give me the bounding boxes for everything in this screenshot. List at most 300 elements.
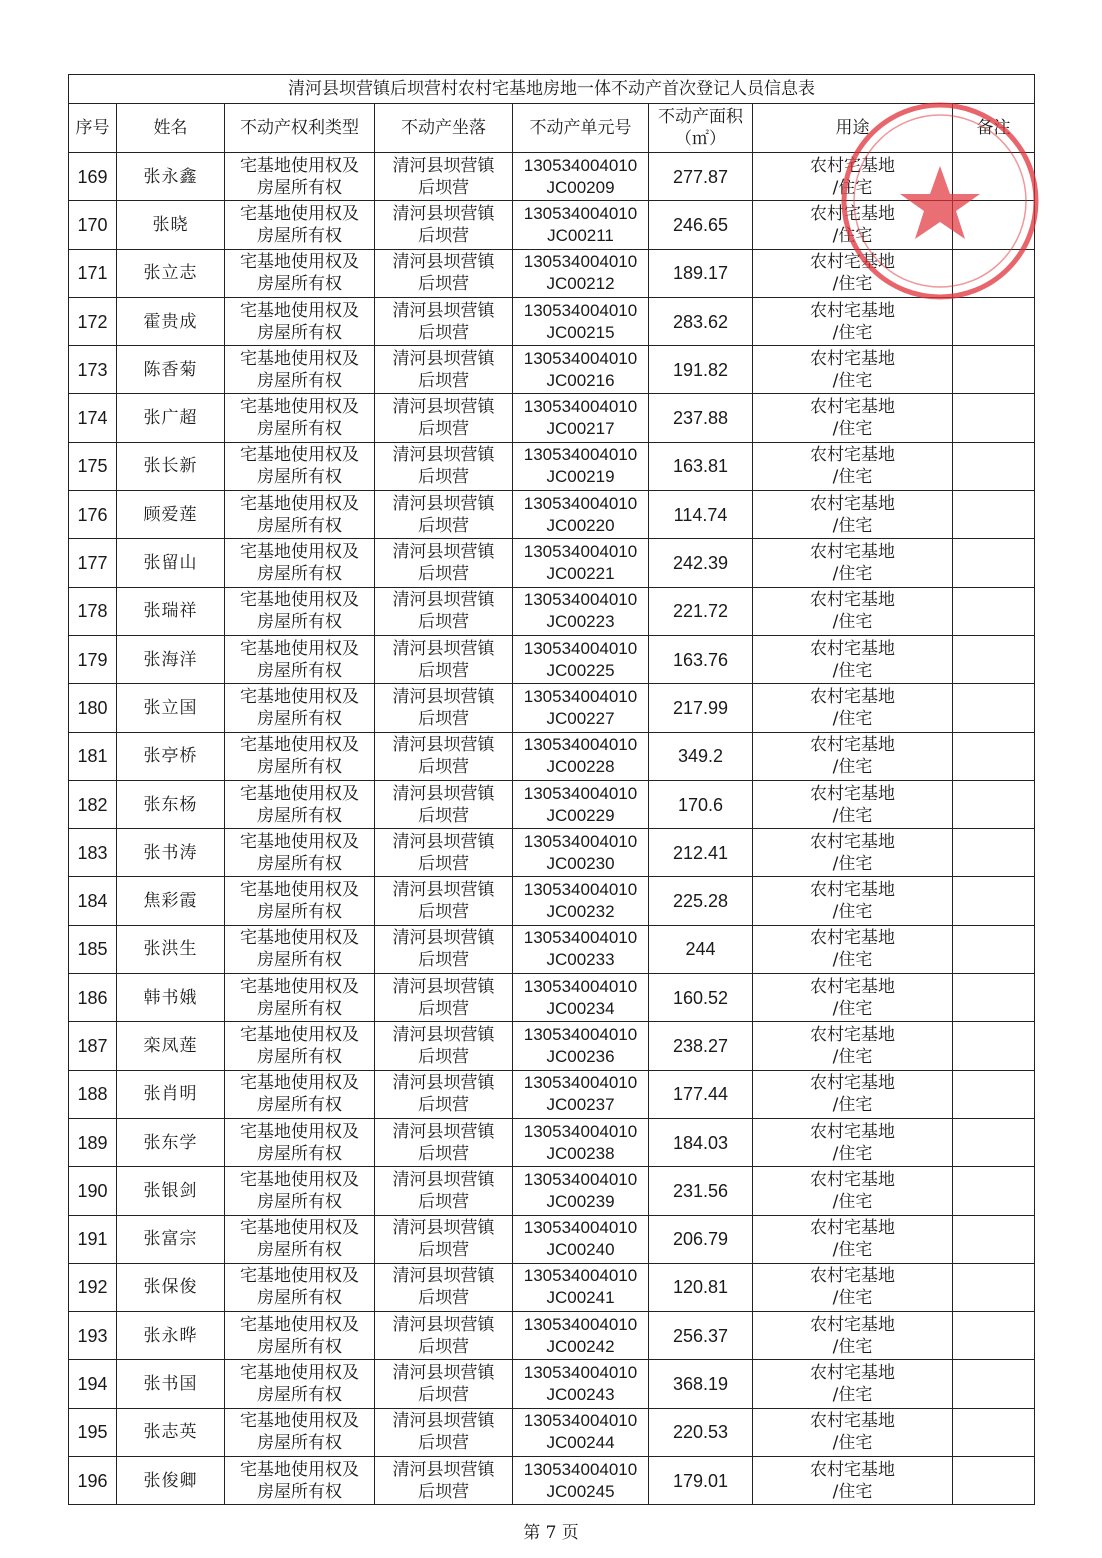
owner-name: 张立志 [143, 263, 198, 284]
unit-number-cell [513, 732, 649, 780]
owner-name-cell [117, 1215, 225, 1263]
row-number-cell [69, 1167, 117, 1215]
use-secondary: /住宅 [832, 757, 873, 778]
owner-name-cell [117, 491, 225, 539]
owner-name-cell [117, 635, 225, 683]
table-row [69, 1215, 1035, 1263]
table-row [69, 297, 1035, 345]
unit-number-prefix: 130534004010 [523, 1459, 638, 1479]
use-secondary: /住宅 [832, 998, 873, 1019]
owner-name: 张亭桥 [143, 746, 198, 767]
right-type: 宅基地使用权及房屋所有权 [240, 1024, 359, 1067]
area-cell [649, 539, 753, 587]
table-row [69, 1167, 1035, 1215]
right-type-cell [225, 249, 375, 297]
right-type-cell [225, 684, 375, 732]
unit-number-prefix: 130534004010 [523, 1266, 638, 1286]
owner-name: 张书涛 [143, 842, 198, 863]
area-cell [649, 491, 753, 539]
owner-name: 张保俊 [143, 1277, 198, 1298]
note-cell [953, 1215, 1035, 1263]
unit-number-prefix: 130534004010 [523, 735, 638, 755]
note-cell [953, 1312, 1035, 1360]
area-value: 256.37 [672, 1325, 729, 1346]
area-cell [649, 829, 753, 877]
row-number-cell [69, 1215, 117, 1263]
note-cell [953, 925, 1035, 973]
location-cell [375, 684, 513, 732]
owner-name: 张银剑 [143, 1180, 198, 1201]
owner-name: 张书国 [143, 1374, 198, 1395]
right-type-cell [225, 297, 375, 345]
location-cell [375, 1167, 513, 1215]
area-cell [649, 1408, 753, 1456]
right-type-cell [225, 1215, 375, 1263]
unit-number-suffix: JC00216 [546, 370, 615, 390]
unit-number-suffix: JC00234 [546, 998, 615, 1018]
location-cell [375, 346, 513, 394]
use-cell [753, 1360, 953, 1408]
row-number-cell [69, 1457, 117, 1505]
row-number: 176 [77, 504, 108, 525]
area-cell [649, 974, 753, 1022]
location: 清河县坝营镇后坝营 [392, 1218, 495, 1261]
table-row [69, 635, 1035, 683]
use-cell [753, 1312, 953, 1360]
use-primary: 农村宅基地 [810, 1024, 895, 1045]
use-cell [753, 1118, 953, 1166]
area-value: 120.81 [672, 1277, 729, 1298]
location: 清河县坝营镇后坝营 [392, 155, 495, 198]
row-number: 169 [77, 166, 108, 187]
note-cell [953, 539, 1035, 587]
row-number: 173 [77, 359, 108, 380]
use-cell [753, 877, 953, 925]
unit-number-suffix: JC00211 [547, 225, 614, 245]
use-cell [753, 539, 953, 587]
row-number-cell [69, 1070, 117, 1118]
header-cell-unit: 不动产单元号 [513, 104, 649, 153]
unit-number-suffix: JC00243 [546, 1385, 615, 1405]
right-type: 宅基地使用权及房屋所有权 [240, 1218, 359, 1261]
row-number-cell [69, 394, 117, 442]
area-value: 242.39 [672, 553, 729, 574]
right-type-cell [225, 1457, 375, 1505]
owner-name: 陈香菊 [143, 359, 198, 380]
table-row [69, 442, 1035, 490]
table-row [69, 1263, 1035, 1311]
owner-name: 焦彩霞 [143, 891, 198, 912]
unit-number-cell [513, 346, 649, 394]
area-value: 189.17 [672, 263, 729, 284]
row-number: 174 [77, 408, 108, 429]
row-number: 186 [77, 987, 108, 1008]
row-number: 177 [77, 553, 108, 574]
right-type: 宅基地使用权及房屋所有权 [240, 783, 359, 826]
table-row [69, 829, 1035, 877]
table-row [69, 587, 1035, 635]
use-secondary: /住宅 [832, 1288, 873, 1309]
unit-number-prefix: 130534004010 [523, 1218, 638, 1238]
use-primary: 农村宅基地 [810, 542, 895, 563]
area-cell [649, 201, 753, 249]
location: 清河县坝营镇后坝营 [392, 976, 495, 1019]
right-type-cell [225, 1118, 375, 1166]
area-value: 163.76 [672, 649, 729, 670]
unit-number-cell [513, 1312, 649, 1360]
use-primary: 农村宅基地 [810, 1411, 895, 1432]
right-type: 宅基地使用权及房屋所有权 [240, 638, 359, 681]
unit-number-suffix: JC00237 [546, 1095, 615, 1115]
right-type: 宅基地使用权及房屋所有权 [240, 1121, 359, 1164]
table-row [69, 491, 1035, 539]
right-type: 宅基地使用权及房屋所有权 [240, 590, 359, 633]
row-number-cell [69, 201, 117, 249]
location: 清河县坝营镇后坝营 [392, 493, 495, 536]
right-type-cell [225, 1408, 375, 1456]
unit-number-cell [513, 829, 649, 877]
use-cell [753, 1070, 953, 1118]
use-secondary: /住宅 [832, 225, 873, 246]
location-cell [375, 394, 513, 442]
owner-name-cell [117, 1360, 225, 1408]
note-cell [953, 491, 1035, 539]
unit-number-prefix: 130534004010 [523, 590, 638, 610]
area-value: 212.41 [672, 842, 729, 863]
table-body [69, 153, 1035, 1505]
use-secondary: /住宅 [832, 1433, 873, 1454]
row-number: 179 [77, 649, 108, 670]
use-primary: 农村宅基地 [810, 1314, 895, 1335]
registration-sheet [68, 74, 1034, 1505]
row-number: 194 [77, 1374, 108, 1395]
note-cell [953, 297, 1035, 345]
use-secondary: /住宅 [832, 1143, 873, 1164]
use-secondary: /住宅 [832, 1046, 873, 1067]
owner-name-cell [117, 732, 225, 780]
unit-number-prefix: 130534004010 [523, 1363, 638, 1383]
right-type: 宅基地使用权及房屋所有权 [240, 1459, 359, 1502]
use-secondary: /住宅 [832, 177, 873, 198]
area-value: 177.44 [672, 1084, 729, 1105]
owner-name-cell [117, 249, 225, 297]
row-number-cell [69, 974, 117, 1022]
owner-name-cell [117, 1408, 225, 1456]
area-value: 170.6 [677, 794, 724, 815]
location: 清河县坝营镇后坝营 [392, 831, 495, 874]
area-value: 217.99 [672, 697, 729, 718]
unit-number-suffix: JC00225 [546, 660, 615, 680]
owner-name-cell [117, 1312, 225, 1360]
unit-number-cell [513, 394, 649, 442]
location: 清河县坝营镇后坝营 [392, 686, 495, 729]
unit-number-cell [513, 1118, 649, 1166]
area-value: 238.27 [672, 1035, 729, 1056]
unit-number-cell [513, 974, 649, 1022]
unit-number-prefix: 130534004010 [523, 348, 638, 368]
use-primary: 农村宅基地 [810, 1169, 895, 1190]
unit-number-suffix: JC00215 [546, 322, 615, 342]
note-cell [953, 153, 1035, 201]
location: 清河县坝营镇后坝营 [392, 397, 495, 440]
use-secondary: /住宅 [832, 902, 873, 923]
row-number-cell [69, 829, 117, 877]
area-cell [649, 635, 753, 683]
table-row [69, 1360, 1035, 1408]
owner-name-cell [117, 201, 225, 249]
location-cell [375, 1022, 513, 1070]
location-cell [375, 1408, 513, 1456]
location: 清河县坝营镇后坝营 [392, 445, 495, 488]
area-cell [649, 249, 753, 297]
area-value: 225.28 [672, 891, 729, 912]
right-type-cell [225, 1312, 375, 1360]
row-number: 191 [77, 1229, 108, 1250]
unit-number-cell [513, 1215, 649, 1263]
use-cell [753, 925, 953, 973]
unit-number-cell [513, 635, 649, 683]
use-cell [753, 1022, 953, 1070]
table-row [69, 1118, 1035, 1166]
unit-number-prefix: 130534004010 [523, 783, 638, 803]
unit-number-prefix: 130534004010 [523, 252, 638, 272]
unit-number-suffix: JC00209 [546, 177, 615, 197]
owner-name-cell [117, 829, 225, 877]
area-value: 179.01 [672, 1470, 729, 1491]
note-cell [953, 780, 1035, 828]
table-row [69, 249, 1035, 297]
use-cell [753, 974, 953, 1022]
unit-number-prefix: 130534004010 [523, 976, 638, 996]
unit-number-cell [513, 1070, 649, 1118]
table-row [69, 201, 1035, 249]
owner-name: 张晓 [152, 214, 189, 235]
location: 清河县坝营镇后坝营 [392, 1169, 495, 1212]
location: 清河县坝营镇后坝营 [392, 542, 495, 585]
unit-number-prefix: 130534004010 [523, 1073, 638, 1093]
unit-number-cell [513, 1167, 649, 1215]
header-cell-use: 用途 [753, 104, 953, 153]
unit-number-prefix: 130534004010 [523, 686, 638, 706]
area-cell [649, 1167, 753, 1215]
row-number: 193 [77, 1325, 108, 1346]
row-number: 185 [77, 939, 108, 960]
use-primary: 农村宅基地 [810, 155, 895, 176]
area-value: 349.2 [677, 746, 724, 767]
right-type: 宅基地使用权及房屋所有权 [240, 880, 359, 923]
location-cell [375, 1118, 513, 1166]
right-type-cell [225, 1167, 375, 1215]
table-row [69, 1022, 1035, 1070]
area-cell [649, 1070, 753, 1118]
row-number: 192 [77, 1277, 108, 1298]
right-type-cell [225, 587, 375, 635]
row-number: 187 [77, 1035, 108, 1056]
unit-number-cell [513, 1360, 649, 1408]
use-secondary: /住宅 [832, 660, 873, 681]
location-cell [375, 829, 513, 877]
unit-number-cell [513, 297, 649, 345]
table-row [69, 1312, 1035, 1360]
row-number: 189 [77, 1132, 108, 1153]
area-value: 368.19 [672, 1374, 729, 1395]
unit-number-cell [513, 1022, 649, 1070]
table-row [69, 394, 1035, 442]
unit-number-suffix: JC00236 [546, 1046, 615, 1066]
right-type: 宅基地使用权及房屋所有权 [240, 1411, 359, 1454]
location: 清河县坝营镇后坝营 [392, 590, 495, 633]
unit-number-cell [513, 925, 649, 973]
unit-number-prefix: 130534004010 [523, 493, 638, 513]
area-cell [649, 297, 753, 345]
owner-name: 张永鑫 [143, 166, 198, 187]
use-primary: 农村宅基地 [810, 348, 895, 369]
area-value: 221.72 [672, 601, 729, 622]
row-number: 196 [77, 1470, 108, 1491]
unit-number-cell [513, 249, 649, 297]
location: 清河县坝营镇后坝营 [392, 928, 495, 971]
use-primary: 农村宅基地 [810, 397, 895, 418]
row-number-cell [69, 1022, 117, 1070]
use-cell [753, 1167, 953, 1215]
location: 清河县坝营镇后坝营 [392, 1024, 495, 1067]
note-cell [953, 1263, 1035, 1311]
area-cell [649, 1215, 753, 1263]
right-type: 宅基地使用权及房屋所有权 [240, 831, 359, 874]
right-type-cell [225, 732, 375, 780]
use-cell [753, 684, 953, 732]
use-primary: 农村宅基地 [810, 976, 895, 997]
location: 清河县坝营镇后坝营 [392, 252, 495, 295]
use-secondary: /住宅 [832, 515, 873, 536]
location: 清河县坝营镇后坝营 [392, 1363, 495, 1406]
unit-number-cell [513, 1408, 649, 1456]
unit-number-cell [513, 877, 649, 925]
unit-number-cell [513, 587, 649, 635]
owner-name: 张永晔 [143, 1325, 198, 1346]
use-primary: 农村宅基地 [810, 203, 895, 224]
owner-name-cell [117, 1457, 225, 1505]
location-cell [375, 587, 513, 635]
area-cell [649, 1312, 753, 1360]
use-cell [753, 1263, 953, 1311]
owner-name: 张东学 [143, 1132, 198, 1153]
area-value: 246.65 [672, 214, 729, 235]
row-number-cell [69, 249, 117, 297]
use-cell [753, 297, 953, 345]
row-number: 183 [77, 842, 108, 863]
note-cell [953, 442, 1035, 490]
area-cell [649, 442, 753, 490]
use-primary: 农村宅基地 [810, 445, 895, 466]
use-primary: 农村宅基地 [810, 590, 895, 611]
header-cell-name: 姓名 [117, 104, 225, 153]
area-value: 114.74 [673, 504, 728, 525]
right-type-cell [225, 153, 375, 201]
location: 清河县坝营镇后坝营 [392, 1073, 495, 1116]
area-value: 277.87 [672, 166, 729, 187]
table-row [69, 346, 1035, 394]
note-cell [953, 249, 1035, 297]
right-type: 宅基地使用权及房屋所有权 [240, 445, 359, 488]
owner-name: 栾凤莲 [143, 1035, 198, 1056]
owner-name: 顾爱莲 [143, 504, 198, 525]
location-cell [375, 1312, 513, 1360]
use-cell [753, 1215, 953, 1263]
note-cell [953, 394, 1035, 442]
unit-number-prefix: 130534004010 [523, 1024, 638, 1044]
use-cell [753, 635, 953, 683]
registration-table [68, 74, 1035, 1505]
table-row [69, 1457, 1035, 1505]
unit-number-suffix: JC00245 [546, 1481, 615, 1501]
use-secondary: /住宅 [832, 419, 873, 440]
row-number-cell [69, 780, 117, 828]
location: 清河县坝营镇后坝营 [392, 203, 495, 246]
location-cell [375, 1070, 513, 1118]
location: 清河县坝营镇后坝营 [392, 638, 495, 681]
unit-number-prefix: 130534004010 [523, 831, 638, 851]
unit-number-prefix: 130534004010 [523, 155, 638, 175]
row-number: 195 [77, 1422, 108, 1443]
use-secondary: /住宅 [832, 1191, 873, 1212]
unit-number-cell [513, 442, 649, 490]
unit-number-suffix: JC00239 [546, 1191, 615, 1211]
use-primary: 农村宅基地 [810, 1121, 895, 1142]
row-number: 170 [77, 214, 108, 235]
area-cell [649, 346, 753, 394]
use-primary: 农村宅基地 [810, 783, 895, 804]
area-cell [649, 732, 753, 780]
use-cell [753, 442, 953, 490]
use-primary: 农村宅基地 [810, 686, 895, 707]
unit-number-suffix: JC00240 [546, 1240, 615, 1260]
right-type-cell [225, 1360, 375, 1408]
right-type: 宅基地使用权及房屋所有权 [240, 542, 359, 585]
use-primary: 农村宅基地 [810, 1266, 895, 1287]
owner-name-cell [117, 1167, 225, 1215]
row-number-cell [69, 539, 117, 587]
owner-name: 张志英 [143, 1422, 198, 1443]
note-cell [953, 1360, 1035, 1408]
table-row [69, 684, 1035, 732]
use-secondary: /住宅 [832, 274, 873, 295]
owner-name: 霍贵成 [143, 311, 198, 332]
row-number-cell [69, 732, 117, 780]
unit-number-prefix: 130534004010 [523, 445, 638, 465]
unit-number-prefix: 130534004010 [523, 1314, 638, 1334]
area-value: 283.62 [672, 311, 729, 332]
area-value: 191.82 [672, 359, 729, 380]
use-cell [753, 491, 953, 539]
area-cell [649, 877, 753, 925]
location-cell [375, 925, 513, 973]
note-cell [953, 1408, 1035, 1456]
unit-number-prefix: 130534004010 [523, 203, 638, 223]
note-cell [953, 829, 1035, 877]
location-cell [375, 1263, 513, 1311]
unit-number-suffix: JC00212 [546, 274, 615, 294]
note-cell [953, 684, 1035, 732]
row-number-cell [69, 925, 117, 973]
unit-number-prefix: 130534004010 [523, 397, 638, 417]
location-cell [375, 249, 513, 297]
use-cell [753, 780, 953, 828]
right-type: 宅基地使用权及房屋所有权 [240, 397, 359, 440]
use-cell [753, 829, 953, 877]
unit-number-suffix: JC00221 [546, 564, 615, 584]
owner-name: 张广超 [143, 408, 198, 429]
